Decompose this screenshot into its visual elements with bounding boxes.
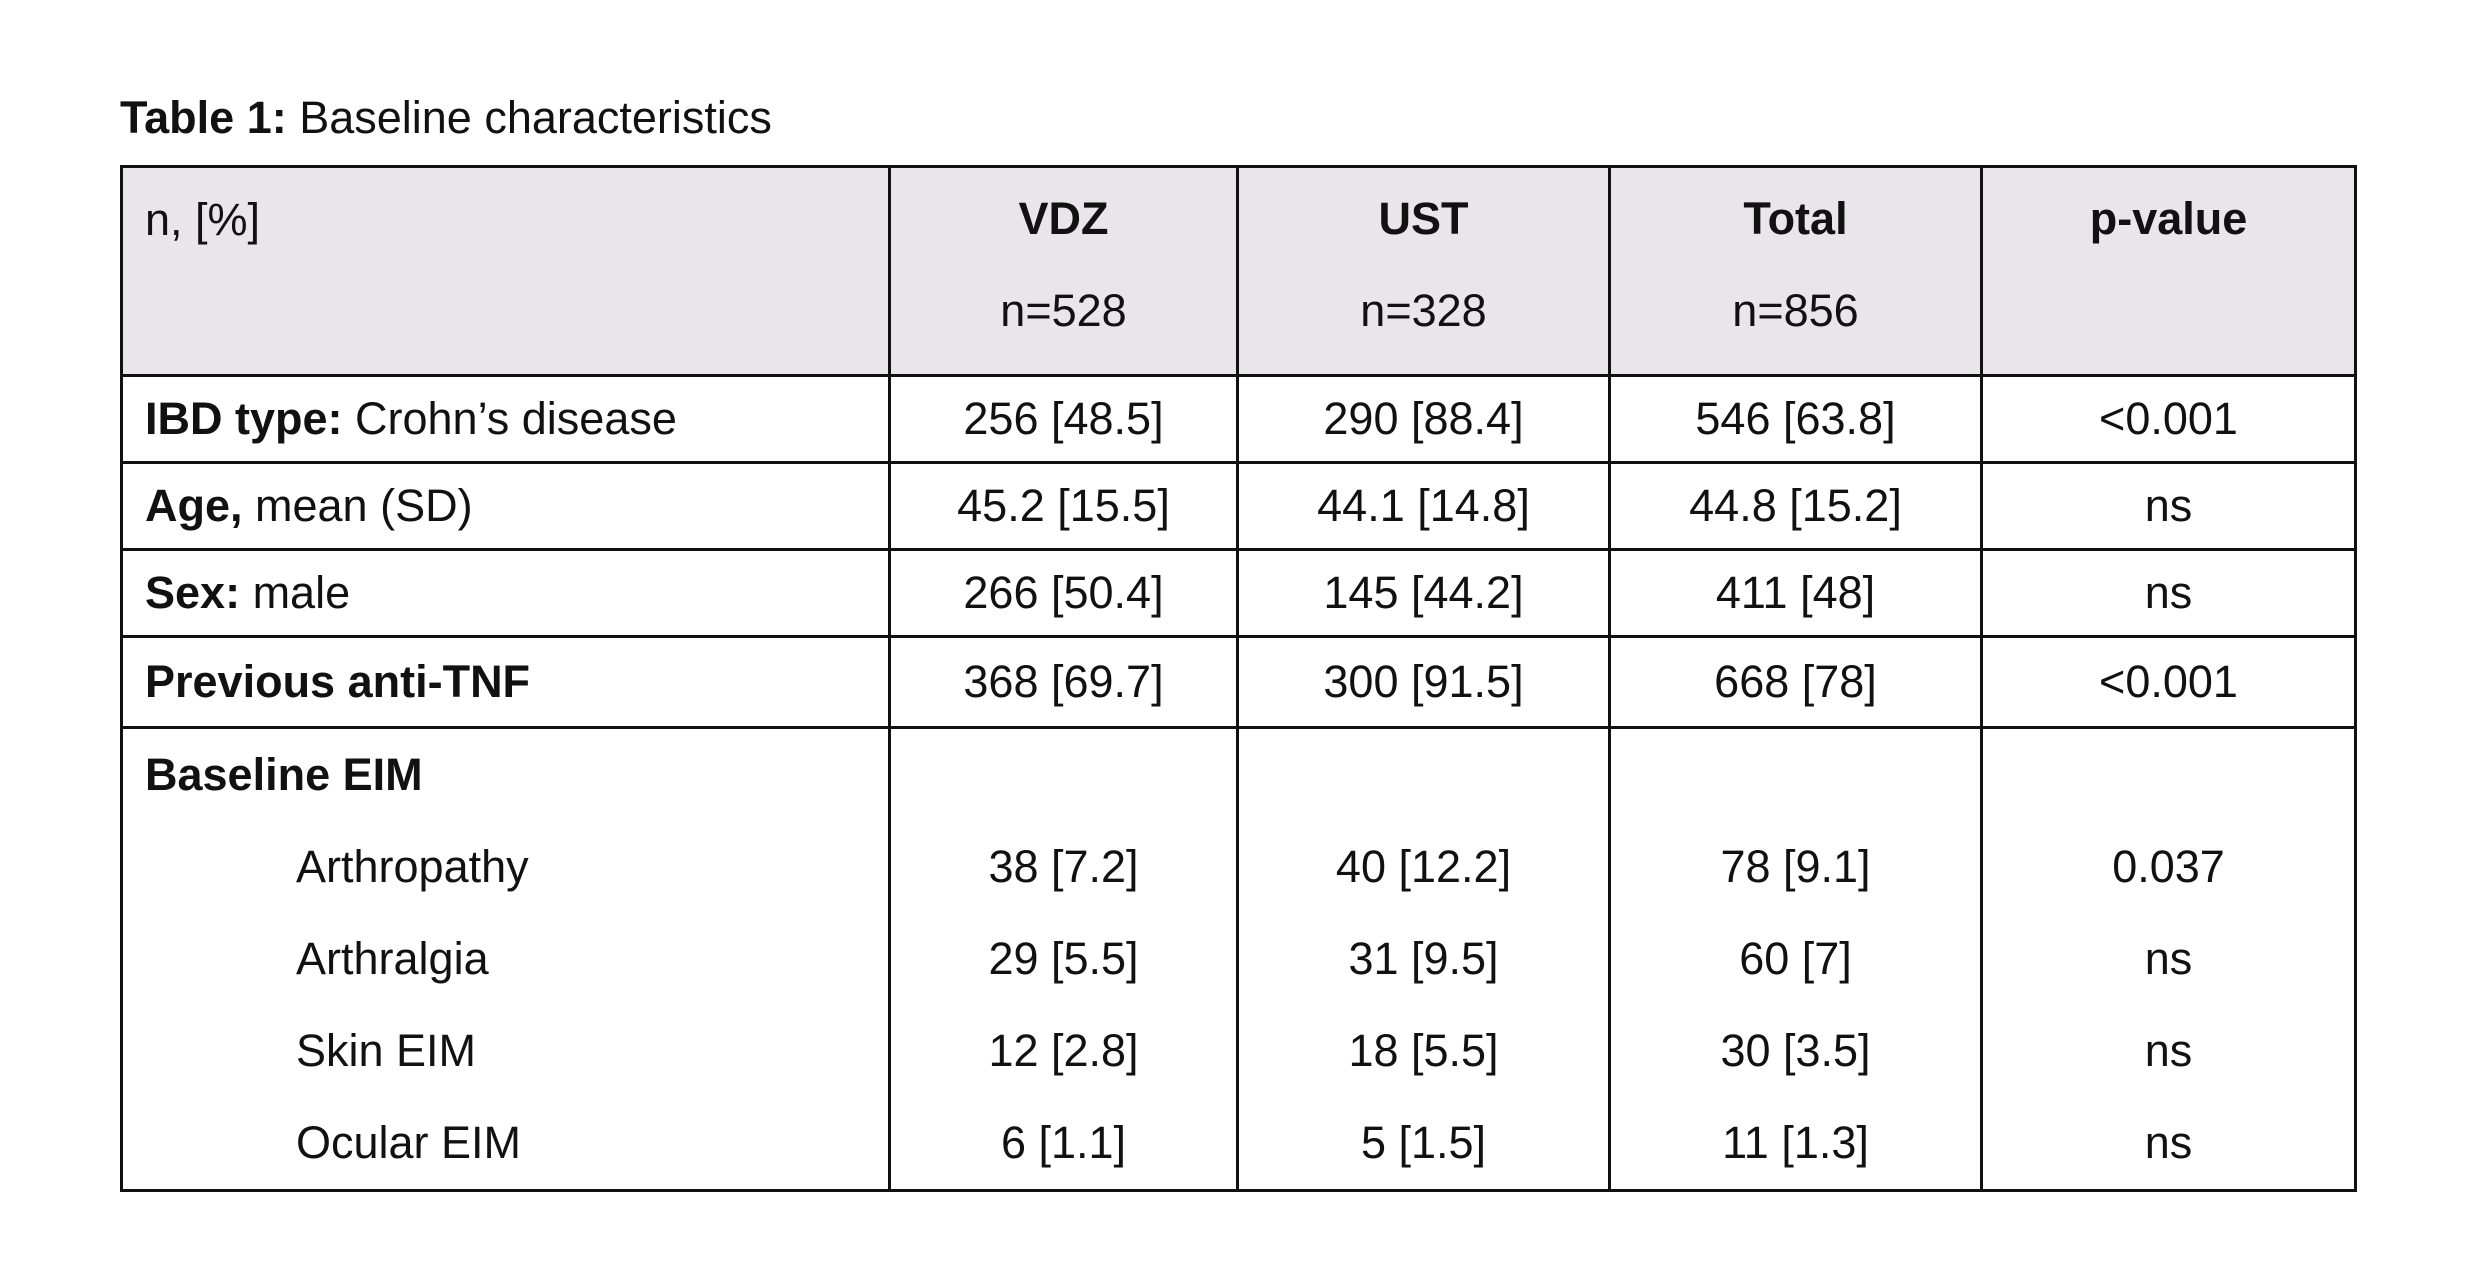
header-vdz: [890, 167, 1238, 376]
table-row-sex: [122, 550, 2356, 637]
cell-vdz: 29 [5.5]: [890, 913, 1238, 1005]
group-label: Baseline EIM: [122, 728, 890, 822]
cell-ust: 290 [88.4]: [1238, 376, 1610, 463]
column-count: n=856: [1732, 285, 1859, 336]
cell-total: 44.8 [15.2]: [1610, 463, 1982, 550]
table-row-age: [122, 463, 2356, 550]
cell-vdz: 368 [69.7]: [890, 637, 1238, 728]
cell-ust: 300 [91.5]: [1238, 637, 1610, 728]
cell-ust: 18 [5.5]: [1238, 1005, 1610, 1097]
baseline-characteristics-table: [120, 165, 2357, 1192]
subrow-label: Arthropathy: [122, 821, 890, 913]
cell-total: 11 [1.3]: [1610, 1097, 1982, 1191]
cell-total: 78 [9.1]: [1610, 821, 1982, 913]
row-label-normal: Crohn’s disease: [342, 393, 677, 444]
header-p-value: [1982, 167, 2356, 376]
cell-total: 546 [63.8]: [1610, 376, 1982, 463]
row-label: [122, 376, 890, 463]
cell-p-value: ns: [1982, 913, 2356, 1005]
row-label-bold: Previous anti-TNF: [145, 656, 531, 707]
row-label-bold: IBD type:: [145, 393, 343, 444]
cell-vdz: 256 [48.5]: [890, 376, 1238, 463]
cell-vdz: 266 [50.4]: [890, 550, 1238, 637]
row-label-bold: Age,: [145, 480, 243, 531]
cell-p-value: <0.001: [1982, 376, 2356, 463]
table-row-ibd-type: [122, 376, 2356, 463]
column-count: n=528: [1000, 285, 1127, 336]
cell-p-value: ns: [1982, 1005, 2356, 1097]
row-label-normal: male: [240, 567, 351, 618]
cell-ust: 40 [12.2]: [1238, 821, 1610, 913]
subrow-label: Arthralgia: [122, 913, 890, 1005]
header-label: n, [%]: [122, 167, 890, 376]
cell-p-value: ns: [1982, 550, 2356, 637]
cell-vdz: 12 [2.8]: [890, 1005, 1238, 1097]
cell-total: 668 [78]: [1610, 637, 1982, 728]
cell-vdz: 45.2 [15.5]: [890, 463, 1238, 550]
column-name: VDZ: [1018, 193, 1109, 244]
cell-total: 411 [48]: [1610, 550, 1982, 637]
column-name: Total: [1743, 193, 1848, 244]
table-row-skin-eim: [122, 1005, 2356, 1097]
table-group-baseline-eim: [122, 728, 2356, 822]
table-header-row: [122, 167, 2356, 376]
header-ust: [1238, 167, 1610, 376]
column-count: n=328: [1360, 285, 1487, 336]
cell-total: 60 [7]: [1610, 913, 1982, 1005]
row-label: [122, 550, 890, 637]
subrow-label: Skin EIM: [122, 1005, 890, 1097]
table-caption: [120, 88, 772, 148]
group-empty-cell: [1982, 728, 2356, 822]
cell-vdz: 38 [7.2]: [890, 821, 1238, 913]
caption-label: Table 1:: [120, 92, 287, 143]
cell-p-value: ns: [1982, 1097, 2356, 1191]
group-empty-cell: [1610, 728, 1982, 822]
cell-p-value: 0.037: [1982, 821, 2356, 913]
table-row-arthralgia: [122, 913, 2356, 1005]
table-row-previous-anti-tnf: [122, 637, 2356, 728]
table-row-ocular-eim: [122, 1097, 2356, 1191]
column-name: UST: [1378, 193, 1469, 244]
cell-ust: 145 [44.2]: [1238, 550, 1610, 637]
cell-p-value: <0.001: [1982, 637, 2356, 728]
group-empty-cell: [1238, 728, 1610, 822]
subrow-label: Ocular EIM: [122, 1097, 890, 1191]
cell-vdz: 6 [1.1]: [890, 1097, 1238, 1191]
table-row-arthropathy: [122, 821, 2356, 913]
group-empty-cell: [890, 728, 1238, 822]
row-label: [122, 637, 890, 728]
cell-ust: 31 [9.5]: [1238, 913, 1610, 1005]
row-label-bold: Sex:: [145, 567, 241, 618]
row-label: [122, 463, 890, 550]
cell-total: 30 [3.5]: [1610, 1005, 1982, 1097]
cell-ust: 44.1 [14.8]: [1238, 463, 1610, 550]
header-total: [1610, 167, 1982, 376]
cell-ust: 5 [1.5]: [1238, 1097, 1610, 1191]
row-label-normal: mean (SD): [242, 480, 473, 531]
column-name: p-value: [2089, 193, 2248, 244]
caption-text: Baseline characteristics: [286, 92, 772, 143]
cell-p-value: ns: [1982, 463, 2356, 550]
